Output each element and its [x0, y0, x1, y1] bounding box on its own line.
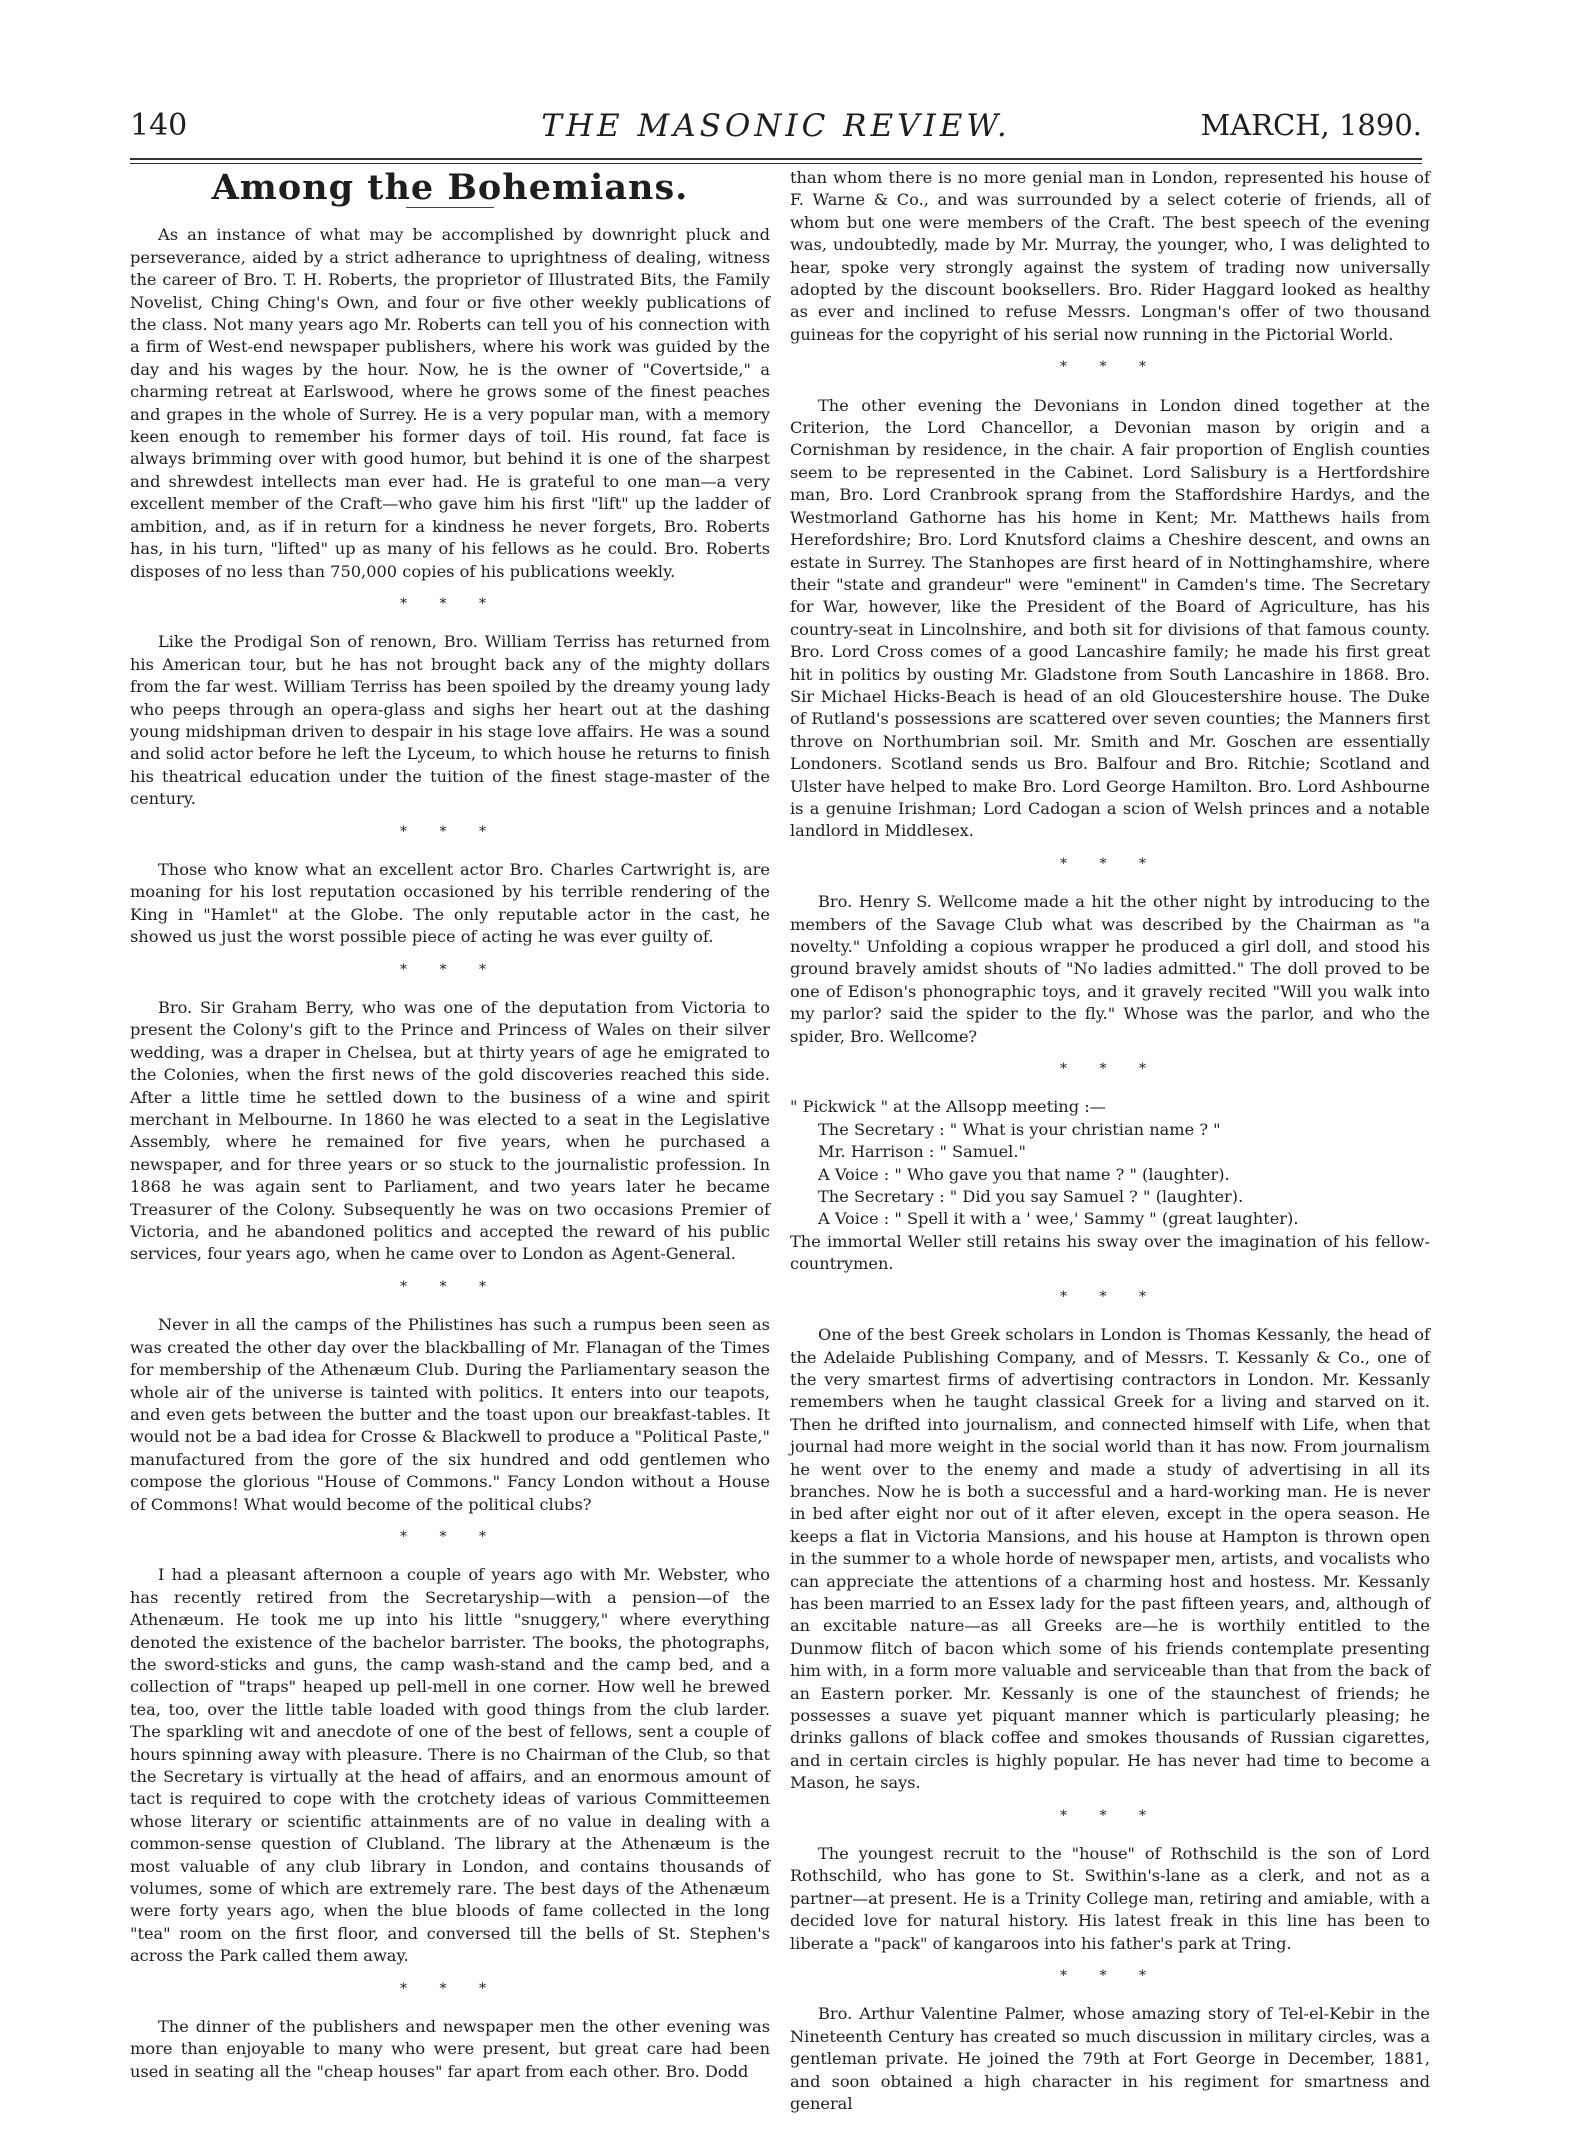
paragraph-devonians: The other evening the Devonians in London dined together at the Criterion, the Lord Chancellor, a Devonian mason by origin and a Cornishman by residence, in the chair. A fair proportion of English counties seem to be represented in the Cabinet. Lord Salisbury is a Hertfordshire man, Bro. Lord Cranbrook sprang from the Staffordshire Hardys, and the Westmorland Gathorne has his home in Kent; Mr. Matthews hails from Herefordshire; Bro. Lord Knutsford claims a Cheshire descent, and owns an estate in Surrey. The Stanhopes are first heard of in Nottinghamshire, where their "state and grandeur" were "eminent" in Camden's time. The Secretary for War, however, like the President of the Board of Agriculture, has his country-seat in Lincolnshire, and both sit for divisions of that famous county. Bro. Lord Cross comes of a good Lancashire family; he made his first great hit in politics by ousting Mr. Gladstone from South Lancashire in 1868. Bro. Sir Michael Hicks-Beach is head of an old Gloucestershire house. The Duke of Rutland's possessions are scattered over seven counties; the Manners first throve on Northumbrian soil. Mr. Smith and Mr. Goschen are essentially Londoners. Scotland sends us Bro. Balfour and Bro. Ritchie; Scotland and Ulster have helped to make Bro. Lord George Hamilton. Bro. Lord Ashbourne is a genuine Irishman; Lord Cadogan a scion of Welsh princes and a notable landlord in Middlesex.: [790, 395, 1430, 841]
section-separator: * * *: [400, 1980, 500, 1997]
paragraph-roberts: As an instance of what may be accomplished by downright pluck and perseverance, aided by a strict adherance to uprightness of dealing, witness the career of Bro. T. H. Roberts, the proprietor of Illustrated Bits, the Family Novelist, Ching Ching's Own, and four or five other weekly publications of the class. Not many years ago Mr. Roberts can tell you of his connection with a firm of West-end newspaper publishers, where his work was guided by the day and his wages by the hour. Now, he is the owner of "Covertside," a charming retreat at Earlswood, where he grows some of the finest peaches and grapes in the whole of Surrey. He is a very popular man, with a memory keen enough to remember his former days of toil. His round, fat face is always brimming over with good humor, but behind it is one of the sharpest and shrewdest intellects man ever had. He is grateful to one man—a very excellent member of the Craft—who gave him his first "lift" up the ladder of ambition, and, as if in return for a kindness he never forgets, Bro. Roberts has, in his turn, "lifted" up as many of his fellows as he could. Bro. Roberts disposes of no less than 750,000 copies of his publications weekly.: [130, 225, 770, 581]
section-separator: * * *: [1060, 1968, 1160, 1985]
paragraph-berry: Bro. Sir Graham Berry, who was one of the deputation from Victoria to present the Colony's gift to the Prince and Princess of Wales on their silver wedding, was a draper in Chelsea, but at thirty years of age he emigrated to the Colonies, when the first news of the gold discoveries reached this side. After a little time he settled down to the business of a wine and spirit merchant in Melbourne. In 1860 he was elected to a seat in the Legislative Assembly, where he remained for five years, when he purchased a newspaper, and for three years or so stuck to the journalistic profession. In 1868 he was again sent to Parliament, and two years later he became Treasurer of the Colony. Subsequently he was on two occasions Premier of Victoria, and he abandoned politics and accepted the reward of his public services, four years ago, when he came over to London as Agent-General.: [130, 998, 770, 1264]
section-separator: * * *: [400, 1278, 500, 1295]
section-separator: * * *: [1060, 359, 1160, 376]
paragraph-terriss: Like the Prodigal Son of renown, Bro. William Terriss has returned from his American tour, but he has not brought back any of the mighty dollars from the far west. William Terriss has been spoiled by the dreamy young lady who peeps through an opera-glass and sighs her heart out at the dashing young midshipman driven to despair in his stage love affairs. He was a sound and solid actor before he left the Lyceum, to which house he returns to finish his theatrical education under the tuition of the finest stage-master of the century.: [130, 632, 770, 809]
page-number: 140: [130, 108, 188, 143]
dialogue-line: A Voice : " Who gave you that name ? " (laughter).: [818, 1164, 1230, 1184]
section-separator: * * *: [1060, 1288, 1160, 1305]
section-separator: * * *: [1060, 1061, 1160, 1078]
section-separator: * * *: [1060, 1807, 1160, 1824]
section-separator: * * *: [400, 595, 500, 612]
section-separator: * * *: [1060, 855, 1160, 872]
issue-date: MARCH, 1890.: [1200, 108, 1422, 142]
paragraph-dodd-continued: than whom there is no more genial man in London, represented his house of F. Warne & Co., and was surrounded by a select coterie of friends, all of whom but one were members of the Craft. The best speech of the evening was, undoubtedly, made by Mr. Murray, the younger, who, I was delighted to hear, spoke very strongly against the system of trading now universally adopted by the discount booksellers. Bro. Rider Haggard looked as healthy as ever and inclined to refuse Messrs. Longman's offer of two thousand guineas for the copyright of his serial now running in the Pictorial World.: [790, 168, 1430, 344]
right-column: [790, 167, 1430, 2116]
header-rule-top: [130, 158, 1422, 160]
dialogue-intro: " Pickwick " at the Allsopp meeting :—: [790, 1097, 1106, 1117]
journal-title: THE MASONIC REVIEW.: [541, 108, 1011, 144]
left-column: [130, 165, 770, 2083]
paragraph-cartwright: Those who know what an excellent actor Bro. Charles Cartwright is, are moaning for his lost reputation occasioned by his terrible rendering of the King in "Hamlet" at the Globe. The only reputable actor in the cast, he showed us just the worst possible piece of acting he was ever guilty of.: [130, 859, 770, 947]
running-header: [130, 108, 1422, 154]
header-rule-bottom: [130, 163, 1422, 164]
dialogue-line: The Secretary : " What is your christian name ? ": [818, 1119, 1221, 1139]
article-title: Among the Bohemians.: [211, 167, 689, 208]
paragraph-flanagan: Never in all the camps of the Philistines has such a rumpus been seen as was created the other day over the blackballing of Mr. Flanagan of the Times for membership of the Athenæum Club. During the Parliamentary season the whole air of the universe is tainted with politics. It enters into our teapots, and even gets between the butter and the toast upon our breakfast-tables. It would not be a bad idea for Crosse & Blackwell to produce a "Political Paste," manufactured from the gore of the six hundred and odd gentlemen who compose the glorious "House of Commons." Fancy London without a House of Commons! What would become of the political clubs?: [130, 1315, 770, 1514]
paragraph-kessanly: One of the best Greek scholars in London is Thomas Kessanly, the head of the Adelaide Publishing Company, and of Messrs. T. Kessanly & Co., one of the very smartest firms of advertising contractors in London. Mr. Kessanly remembers when he taught classical Greek for a living and starved on it. Then he drifted into journalism, and connected himself with Life, when that journal had more weight in the social world than it has now. From journalism he went over to the enemy and made a study of advertising in all its branches. Now he is both a successful and a hard-working man. He is never in bed after eight nor out of it after eleven, except in the opera season. He keeps a flat in Victoria Mansions, and his house at Hampton is thrown open in the summer to a whole horde of newspaper men, artists, and vocalists who can appreciate the attentions of a charming host and hostess. Mr. Kessanly has been married to an Essex lady for the past fifteen years, and, although of an excitable nature—as all Greeks are—he is worthily entitled to the Dunmow flitch of bacon which some of his friends contemplate presenting him with, in a form more valuable and serviceable than that from the back of an Eastern porker. Mr. Kessanly is one of the staunchest of friends; he possesses a suave yet piquant manner which is particularly pleasing; he drinks gallons of black coffee and smokes thousands of Russian cigarettes, and in certain circles is highly popular. He has never had time to become a Mason, he says.: [790, 1325, 1430, 1793]
paragraph-webster: I had a pleasant afternoon a couple of years ago with Mr. Webster, who has recently retired from the Secretaryship—with a pension—of the Athenæum. He took me up into his little "snuggery," where everything denoted the existence of the bachelor barrister. The books, the photographs, the sword-sticks and guns, the camp wash-stand and the camp bed, and a collection of "traps" heaped up pell-mell in one corner. How well he brewed tea, too, over the little table loaded with good things from the club larder. The sparkling wit and anecdote of one of the best of fellows, sent a couple of hours spinning away with pleasure. There is no Chairman of the Club, so that the Secretary is virtually at the head of affairs, and an enormous amount of tact is required to cope with the crotchety ideas of various Committeemen whose literary or scientific attainments are of no value in dealing with a common-sense question of Clubland. The library at the Athenæum is the most valuable of any club library in London, and contains thousands of volumes, some of which are extremely rare. The best days of the Athenæum were forty years ago, when the blue bloods of fame collected in the long "tea" room on the first floor, and conversed till the bells of St. Stephen's across the Park called them away.: [130, 1565, 770, 1966]
dialogue-line: The Secretary : " Did you say Samuel ? " (laughter).: [818, 1187, 1244, 1207]
section-separator: * * *: [400, 1528, 500, 1545]
paragraph-rothschild: The youngest recruit to the "house" of Rothschild is the son of Lord Rothschild, who has gone to St. Swithin's-lane as a clerk, and not as a partner—at present. He is a Trinity College man, retiring and amiable, with a decided love for natural history. His latest freak in this line has been to liberate a "pack" of kangaroos into his father's park at Tring.: [790, 1844, 1430, 1953]
dialogue-line: A Voice : " Spell it with a ' wee,' Sammy " (great laughter).: [818, 1209, 1299, 1229]
section-separator: * * *: [400, 961, 500, 978]
pickwick-dialogue: [790, 1096, 1430, 1275]
paragraph-palmer: Bro. Arthur Valentine Palmer, whose amazing story of Tel-el-Kebir in the Nineteenth Century has created so much discussion in military circles, was a gentleman private. He joined the 79th at Fort George in December, 1881, and soon obtained a high character in his regiment for smartness and general: [790, 2004, 1430, 2114]
dialogue-line: Mr. Harrison : " Samuel.": [818, 1142, 1026, 1162]
paragraph-wellcome: Bro. Henry S. Wellcome made a hit the other night by introducing to the members of the Savage Club what was described by the Chairman as "a novelty." Unfolding a copious wrapper he produced a girl doll, and stood his ground bravely amidst shouts of "No ladies admitted." The doll proved to be one of Edison's phonographic toys, and it gravely recited "Will you walk into my parlor? said the spider to the fly." Whose was the parlor, and who the spider, Bro. Wellcome?: [790, 892, 1430, 1046]
paragraph-publishers-dinner: The dinner of the publishers and newspaper men the other evening was more than enjoyable to many who were present, but great care had been used in seating all the "cheap houses" far apart from each other. Bro. Dodd: [130, 2017, 770, 2081]
section-separator: * * *: [400, 823, 500, 840]
dialogue-outro: The immortal Weller still retains his sway over the imagination of his fellow-countrymen.: [790, 1231, 1430, 1274]
